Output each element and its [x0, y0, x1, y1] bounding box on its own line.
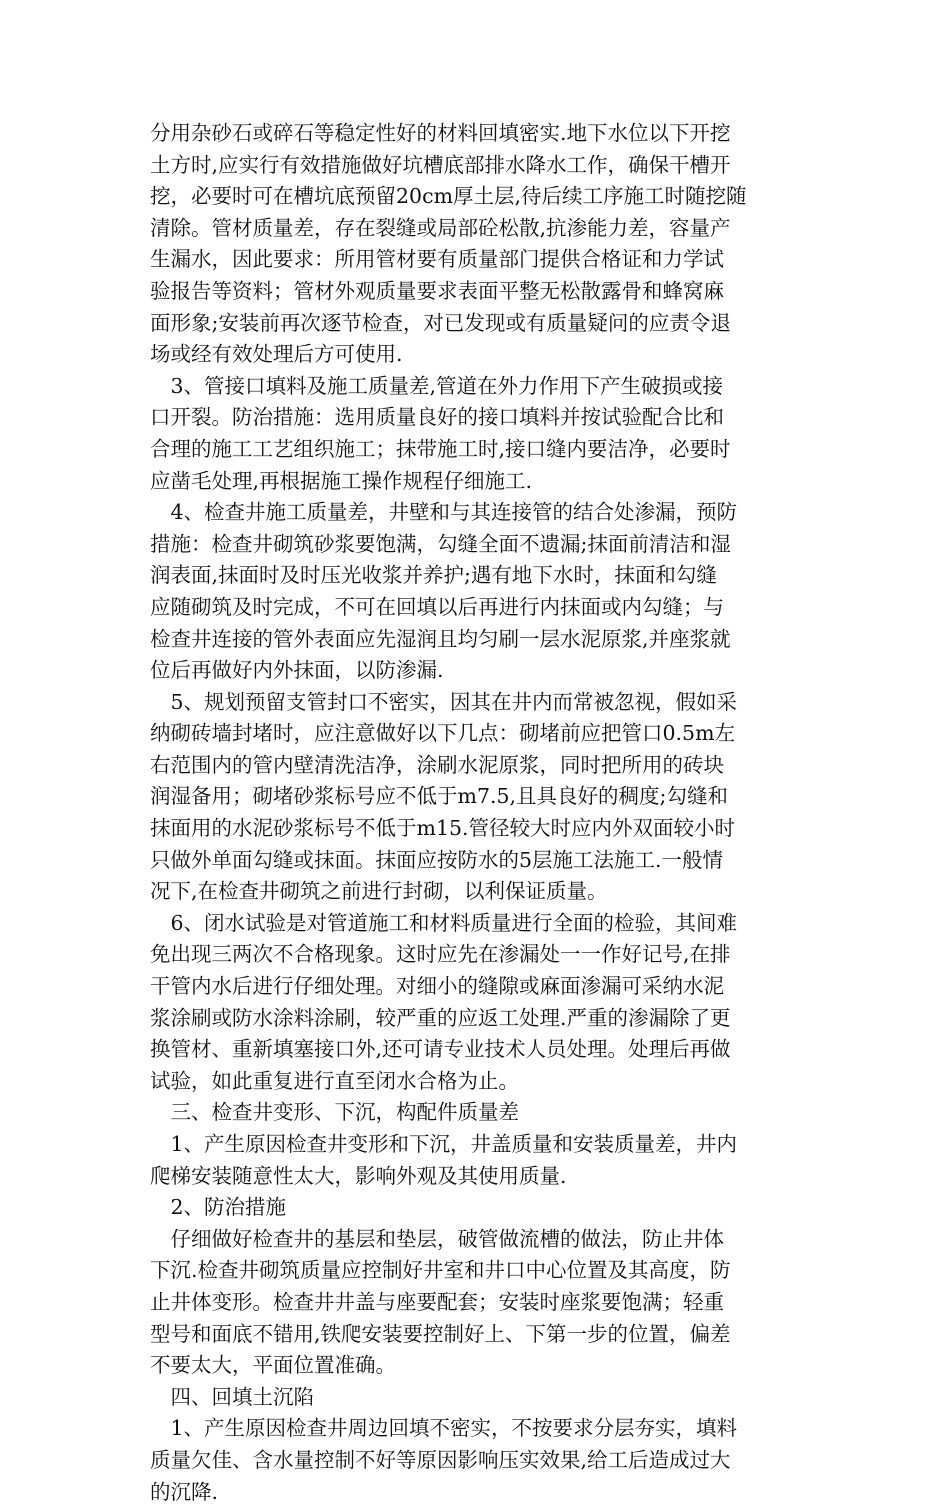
text-line: 挖，必要时可在槽坑底预留20cm厚土层,待后续工序施工时随挖随 — [150, 184, 747, 209]
text-line: 分用杂砂石或碎石等稳定性好的材料回填密实.地下水位以下开挖 — [150, 121, 731, 145]
text-line: 应随砌筑及时完成，不可在回填以后再进行内抹面或内勾缝；与 — [150, 594, 724, 619]
subsection-heading: 2、防治措施 — [150, 1195, 287, 1220]
text-line: 验报告等资料；管材外观质量要求表面平整无松散露骨和蜂窝麻 — [150, 278, 724, 303]
section-heading: 四、回填土沉陷 — [150, 1384, 314, 1409]
text-line: 仔细做好检查井的基层和垫层，破管做流槽的做法，防止井体 — [150, 1226, 724, 1251]
text-line: 爬梯安装随意性太大，影响外观及其使用质量. — [150, 1163, 567, 1188]
text-line: 试验，如此重复进行直至闭水合格为止。 — [150, 1068, 519, 1093]
text-line: 检查井连接的管外表面应先湿润且均匀刷一层水泥原浆,并座浆就 — [150, 626, 731, 651]
text-line: 5、规划预留支管封口不密实，因其在井内而常被忽视，假如采 — [150, 689, 738, 714]
document-body — [150, 118, 800, 1508]
text-line: 换管材、重新填塞接口外,还可请专业技术人员处理。处理后再做 — [150, 1037, 731, 1062]
text-line: 止井体变形。检查井井盖与座要配套；安装时座浆要饱满；轻重 — [150, 1289, 724, 1314]
text-line: 口开裂。防治措施：选用质量良好的接口填料并按试验配合比和 — [150, 405, 724, 430]
text-line: 型号和面底不错用,铁爬安装要控制好上、下第一步的位置，偏差 — [150, 1321, 731, 1346]
text-line: 位后再做好内外抹面，以防渗漏. — [150, 658, 444, 683]
text-line: 生漏水，因此要求：所用管材要有质量部门提供合格证和力学试 — [150, 247, 724, 272]
section-heading: 三、检查井变形、下沉，构配件质量差 — [150, 1100, 519, 1125]
text-line: 的沉降. — [150, 1479, 219, 1504]
text-line: 下沉.检查井砌筑质量应控制好井室和井口中心位置及其高度，防 — [150, 1258, 731, 1283]
text-line: 场或经有效处理后方可使用. — [150, 342, 403, 367]
text-line: 应凿毛处理,再根据施工操作规程仔细施工. — [150, 468, 533, 493]
text-line: 质量欠佳、含水量控制不好等原因影响压实效果,给工后造成过大 — [150, 1447, 731, 1472]
text-line: 不要太大，平面位置准确。 — [150, 1353, 396, 1378]
text-line: 1、产生原因检查井变形和下沉，井盖质量和安装质量差，井内 — [150, 1132, 738, 1156]
text-line: 6、闭水试验是对管道施工和材料质量进行全面的检验，其间难 — [150, 910, 738, 935]
text-line: 抹面用的水泥砂浆标号不低于m15.管径较大时应内外双面较小时 — [150, 816, 736, 841]
text-line: 1、产生原因检查井周边回填不密实，不按要求分层夯实，填料 — [150, 1416, 738, 1441]
text-line: 况下,在检查井砌筑之前进行封砌，以利保证质量。 — [150, 879, 608, 904]
text-line: 面形象;安装前再次逐节检查，对已发现或有质量疑问的应责令退 — [150, 310, 731, 335]
text-line: 浆涂刷或防水涂料涂刷，较严重的应返工处理.严重的渗漏除了更 — [150, 1005, 731, 1030]
text-line: 纳砌砖墙封堵时，应注意做好以下几点：砌堵前应把管口0.5m左 — [150, 721, 736, 746]
text-line: 4、检查井施工质量差，井壁和与其连接管的结合处渗漏，预防 — [150, 500, 738, 525]
text-line: 土方时,应实行有效措施做好坑槽底部排水降水工作，确保干槽开 — [150, 152, 731, 177]
text-line: 免出现三两次不合格现象。这时应先在渗漏处一一作好记号,在排 — [150, 942, 731, 967]
text-line: 润表面,抹面时及时压光收浆并养护;遇有地下水时，抹面和勾缝 — [150, 563, 717, 588]
text-line: 清除。管材质量差，存在裂缝或局部砼松散,抗渗能力差，容量产 — [150, 215, 731, 240]
text-line: 只做外单面勾缝或抹面。抹面应按防水的5层施工法施工.一般情 — [150, 847, 724, 872]
text-line: 措施：检查井砌筑砂浆要饱满，勾缝全面不遗漏;抹面前清洁和湿 — [150, 531, 731, 556]
text-line: 右范围内的管内壁清洗洁净，涂刷水泥原浆，同时把所用的砖块 — [150, 752, 724, 777]
text-line: 润湿备用；砌堵砂浆标号应不低于m7.5,且具良好的稠度;勾缝和 — [150, 784, 728, 809]
text-line: 合理的施工工艺组织施工；抹带施工时,接口缝内要洁净，必要时 — [150, 436, 731, 461]
text-line: 3、管接口填料及施工质量差,管道在外力作用下产生破损或接 — [150, 373, 724, 398]
text-line: 干管内水后进行仔细处理。对细小的缝隙或麻面渗漏可采纳水泥 — [150, 974, 724, 999]
